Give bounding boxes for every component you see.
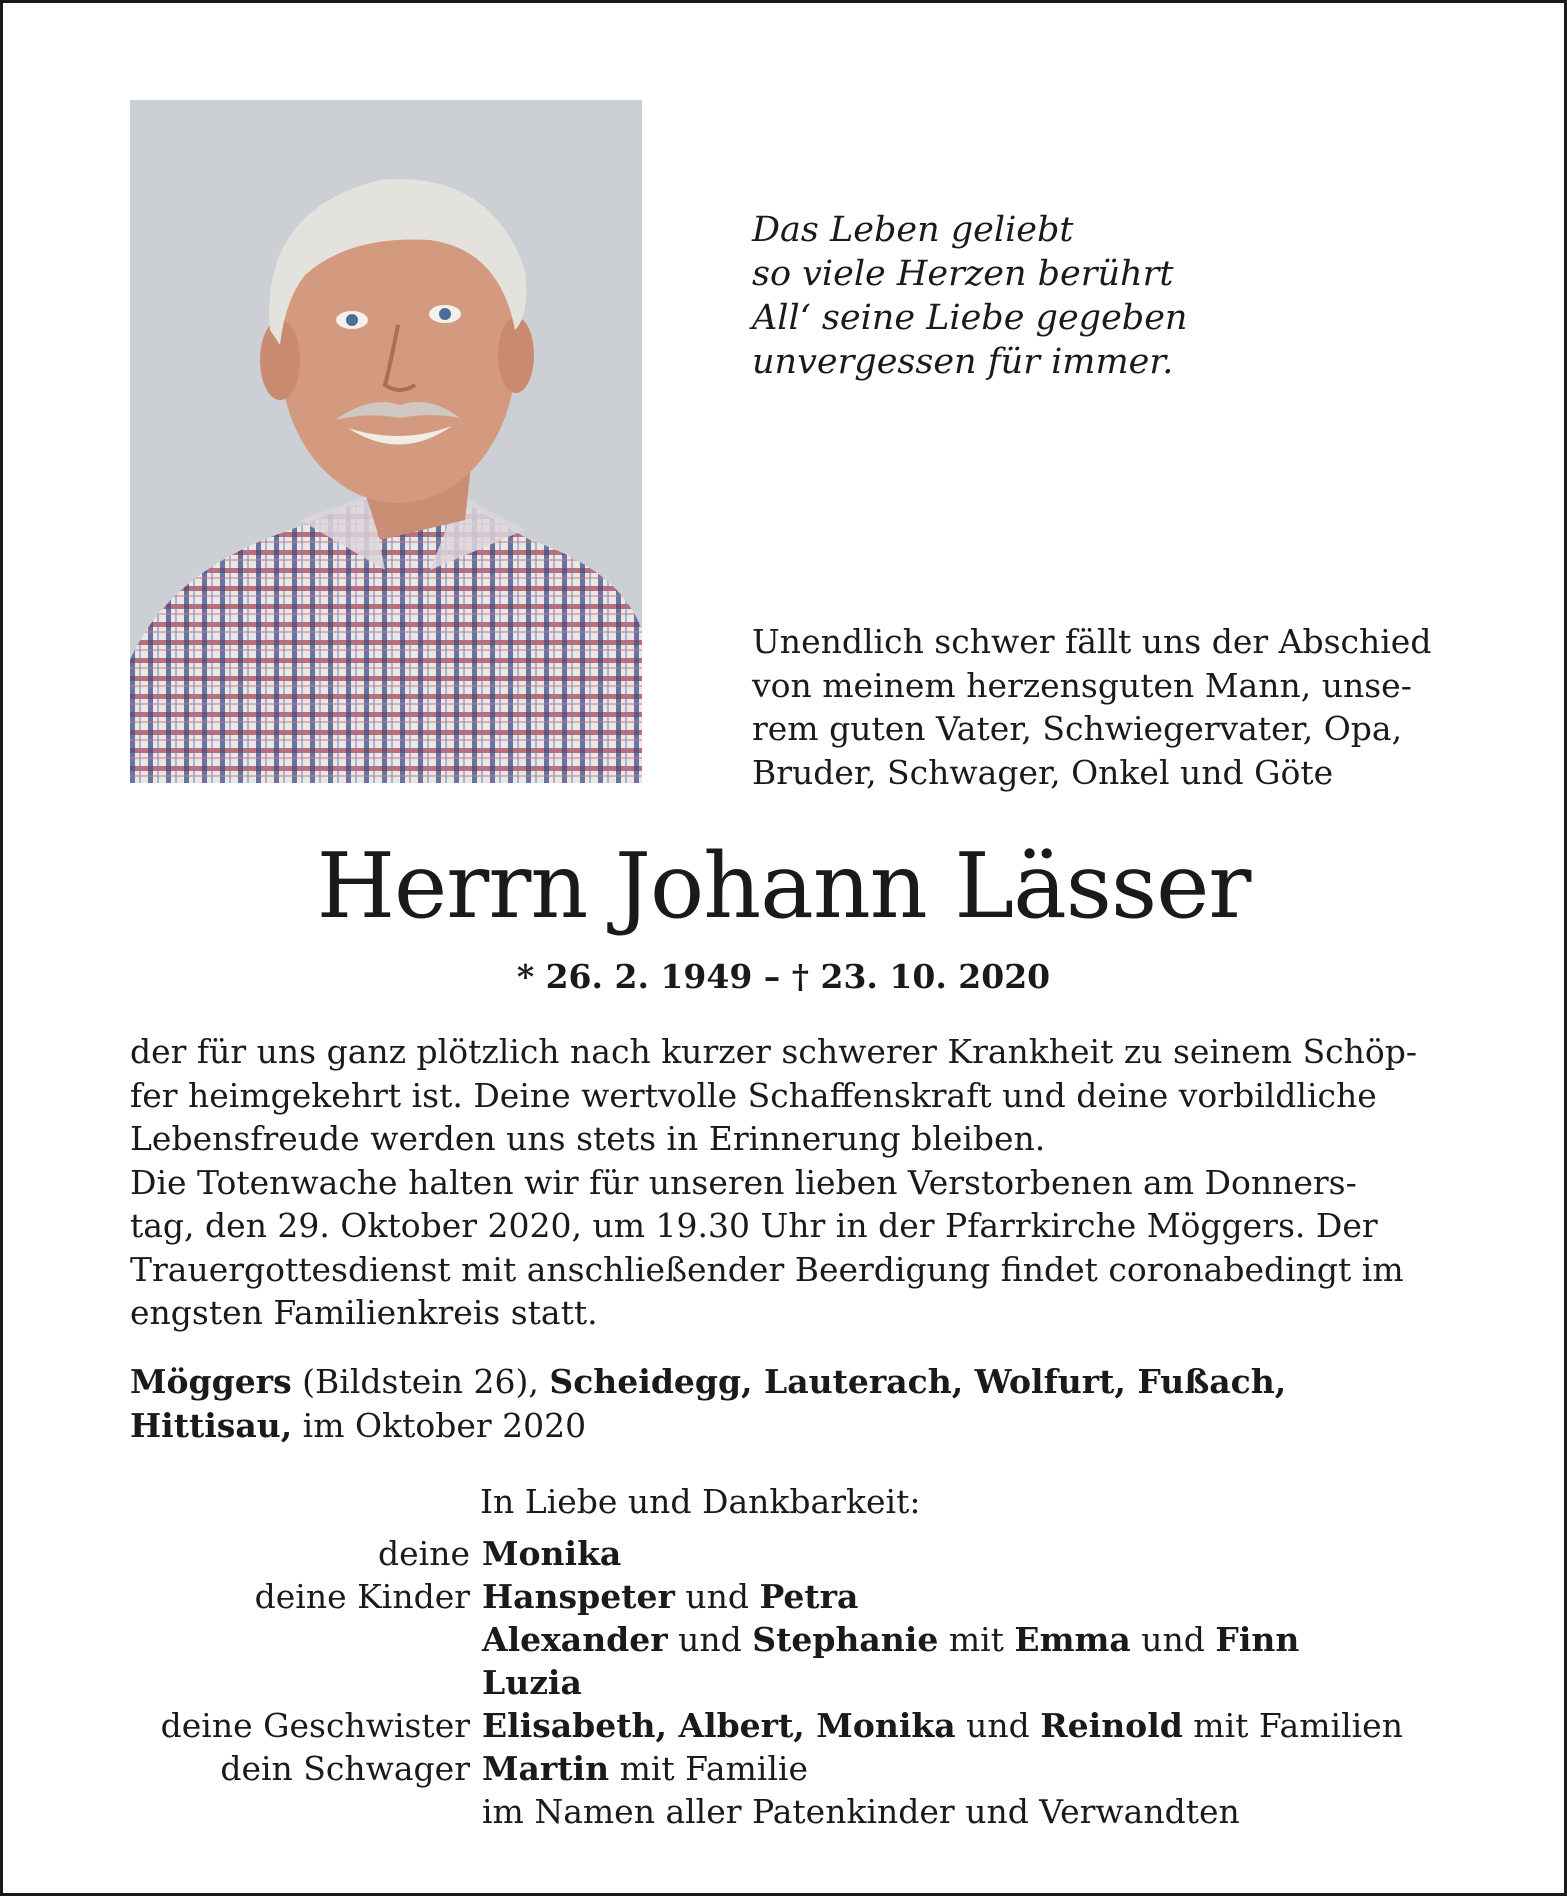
place-hittisau: Hittisau, xyxy=(130,1405,293,1445)
family-row xyxy=(130,1790,1450,1833)
conjunction: und xyxy=(955,1706,1041,1745)
body-line: Lebensfreude werden uns stets in Erinnerung bleiben. xyxy=(130,1119,1046,1158)
family-list xyxy=(130,1532,1450,1833)
places-line-2 xyxy=(130,1404,1435,1448)
intro-text xyxy=(752,620,1442,794)
place-note: (Bildstein 26), xyxy=(291,1362,550,1401)
place-moeggers: Möggers xyxy=(130,1362,292,1401)
name-luzia: Luzia xyxy=(482,1663,582,1702)
thanks-heading: In Liebe und Dankbarkeit: xyxy=(480,1482,921,1521)
family-names xyxy=(482,1704,1403,1747)
date-note: im Oktober 2020 xyxy=(292,1405,587,1445)
intro-line: Unendlich schwer fällt uns der Abschied xyxy=(752,622,1432,661)
relation-label xyxy=(130,1790,482,1833)
name-emma: Emma xyxy=(1014,1620,1131,1659)
family-row xyxy=(130,1704,1450,1747)
poem-line: All‘ seine Liebe gegeben xyxy=(752,298,1188,338)
portrait-photo xyxy=(130,100,642,783)
poem-line: unvergessen für immer. xyxy=(752,342,1174,382)
name-finn: Finn xyxy=(1215,1620,1300,1659)
relation-label: deine Kinder xyxy=(254,1577,470,1616)
family-row xyxy=(130,1618,1450,1661)
body-line: fer heimgekehrt ist. Deine wertvolle Schaffenskraft und deine vorbildliche xyxy=(130,1075,1377,1115)
body-line: Die Totenwache halten wir für unseren lieben Verstorbenen am Donners- xyxy=(130,1162,1357,1202)
intro-line: rem guten Vater, Schwiegervater, Opa, xyxy=(752,709,1403,748)
relation-label: deine Geschwister xyxy=(160,1706,470,1745)
relation-label xyxy=(130,1618,482,1661)
poem-line: so viele Herzen berührt xyxy=(752,254,1174,294)
place-list: Scheidegg, Lauterach, Wolfurt, Fußach, xyxy=(549,1362,1287,1401)
name-monika: Monika xyxy=(482,1534,622,1573)
name-reinold: Reinold xyxy=(1040,1706,1183,1745)
name-martin: Martin xyxy=(482,1749,610,1788)
relation-label: dein Schwager xyxy=(220,1749,470,1788)
names-siblings: Elisabeth, Albert, Monika xyxy=(482,1706,956,1745)
body-line: Trauergottesdienst mit anschließender Beerdigung findet coronabedingt im xyxy=(130,1249,1404,1289)
conjunction: mit xyxy=(938,1620,1015,1659)
name-stephanie: Stephanie xyxy=(752,1620,939,1659)
family-note: mit Familien xyxy=(1182,1706,1403,1745)
relation-label: deine xyxy=(378,1534,470,1573)
conjunction: und xyxy=(667,1620,753,1659)
deceased-name: Herrn Johann Lässer xyxy=(316,834,1251,939)
family-names xyxy=(482,1575,858,1618)
life-dates: * 26. 2. 1949 – † 23. 10. 2020 xyxy=(516,957,1051,996)
poem xyxy=(752,208,1187,384)
family-row xyxy=(130,1661,1450,1704)
conjunction: und xyxy=(1130,1620,1216,1659)
body-line: der für uns ganz plötzlich nach kurzer schwerer Krankheit zu seinem Schöp- xyxy=(130,1032,1418,1071)
family-row xyxy=(130,1532,1450,1575)
family-row xyxy=(130,1747,1450,1790)
family-names xyxy=(482,1618,1299,1661)
name-hanspeter: Hanspeter xyxy=(482,1577,675,1616)
family-note: mit Familie xyxy=(609,1749,808,1788)
closing-line: im Namen aller Patenkinder und Verwandten xyxy=(482,1792,1240,1831)
name-petra: Petra xyxy=(759,1577,859,1616)
family-names xyxy=(482,1661,582,1704)
family-row xyxy=(130,1575,1450,1618)
body-line: tag, den 29. Oktober 2020, um 19.30 Uhr in der Pfarrkirche Möggers. Der xyxy=(130,1206,1378,1245)
poem-line: Das Leben geliebt xyxy=(752,210,1074,250)
intro-line: Bruder, Schwager, Onkel und Göte xyxy=(752,752,1334,792)
announcement-text xyxy=(130,1030,1435,1335)
relation-label xyxy=(130,1661,482,1704)
places-line-1 xyxy=(130,1360,1435,1404)
intro-line: von meinem herzensguten Mann, unse- xyxy=(752,665,1412,705)
body-line: engsten Familienkreis statt. xyxy=(130,1293,598,1332)
name-alexander: Alexander xyxy=(482,1620,668,1659)
places-line xyxy=(130,1360,1435,1447)
family-names xyxy=(482,1532,621,1575)
conjunction: und xyxy=(674,1577,760,1616)
family-names xyxy=(482,1747,808,1790)
